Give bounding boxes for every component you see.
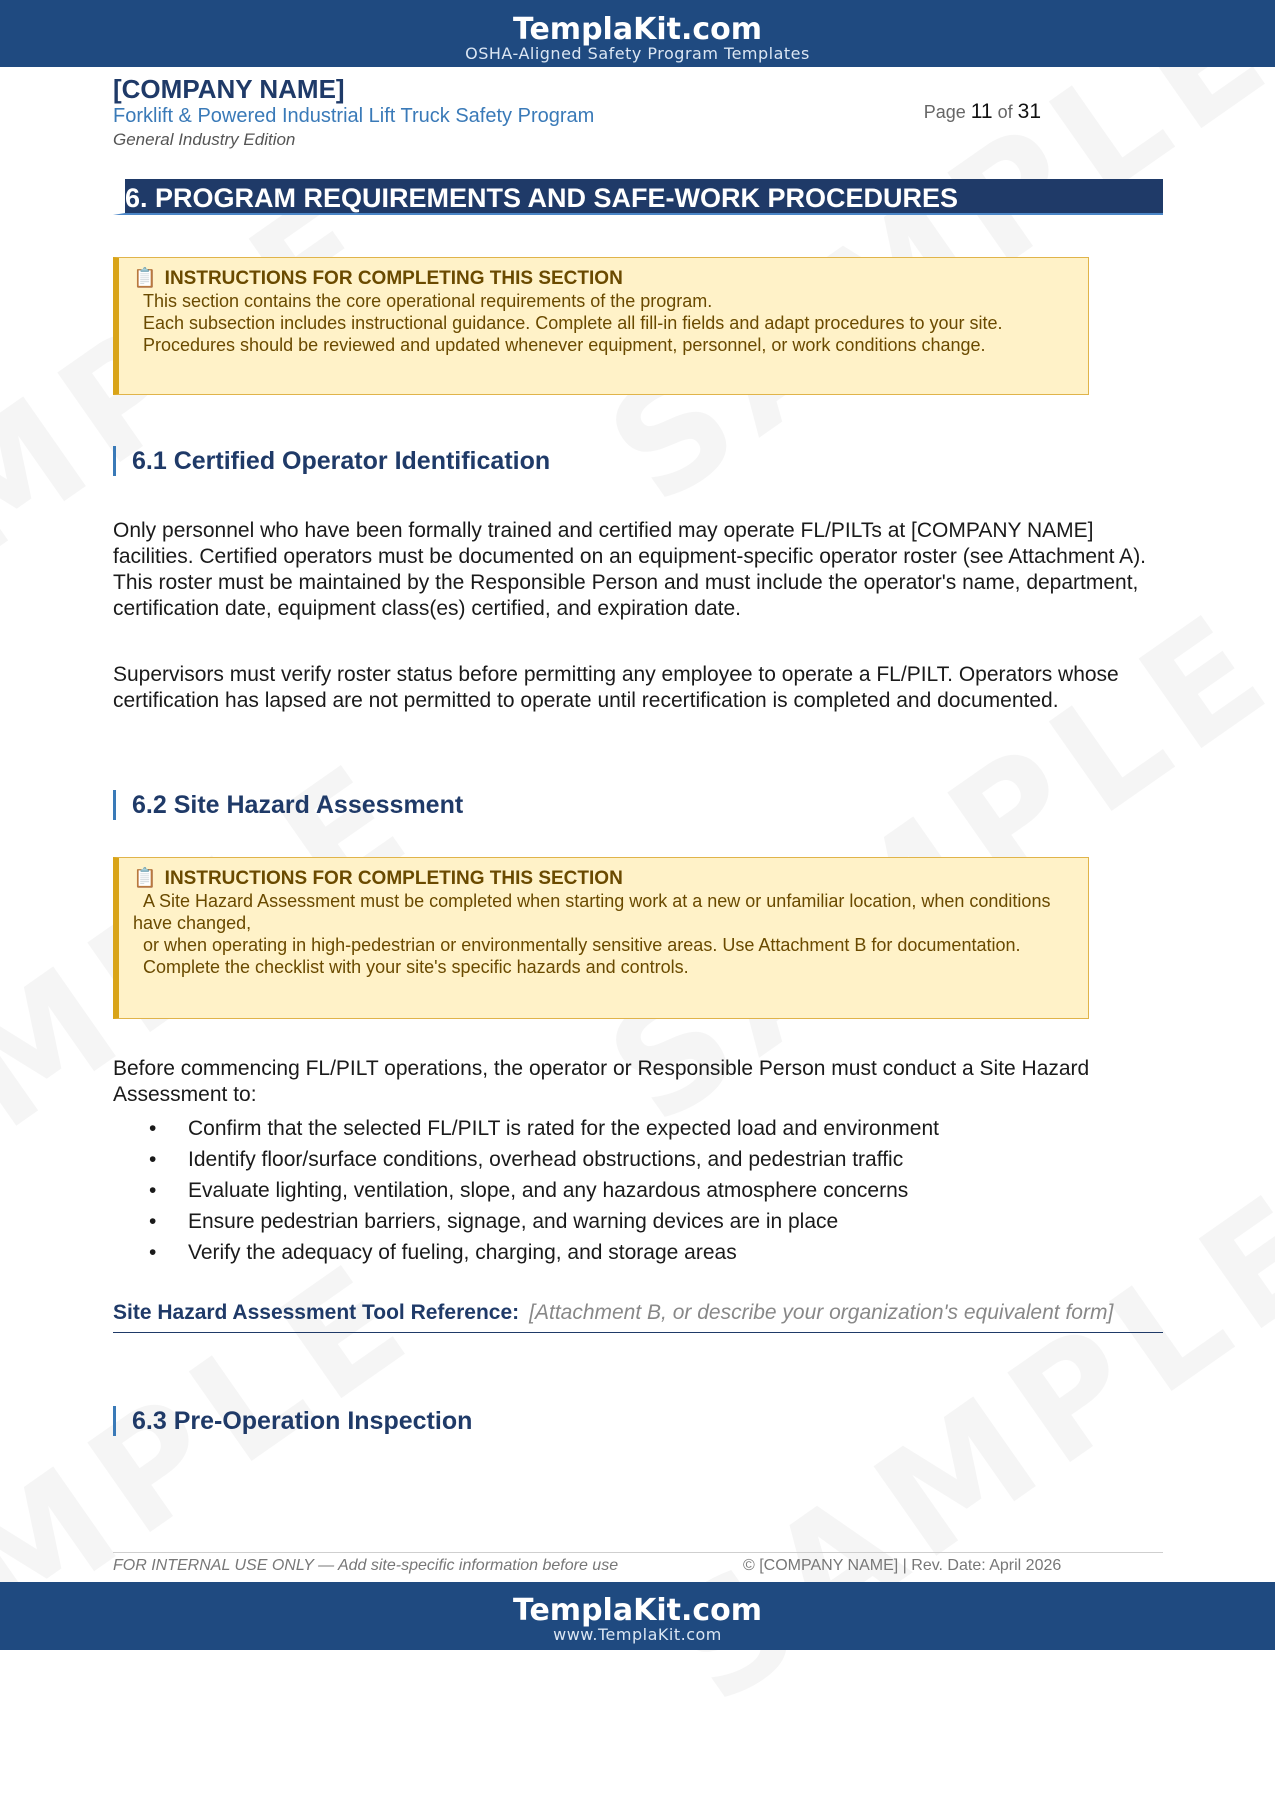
instructions-line: A Site Hazard Assessment must be completed when starting work at a new or unfamiliar location, when conditions have changed,	[133, 891, 1051, 933]
subsection-heading-6-2: 6.2 Site Hazard Assessment	[113, 790, 463, 820]
footer-divider	[113, 1552, 1163, 1553]
section-heading: 6. PROGRAM REQUIREMENTS AND SAFE-WORK PROCEDURES	[113, 179, 1163, 215]
program-title: Forklift & Powered Industrial Lift Truck Safety Program	[113, 105, 595, 127]
instructions-line: or when operating in high-pedestrian or environmentally sensitive areas. Use Attachment B for documentation.	[143, 935, 1021, 955]
footer-copyright: © [COMPANY NAME] | Rev. Date: April 2026	[743, 1557, 1062, 1574]
bullet-glyph: •	[149, 1241, 157, 1264]
instructions-box	[113, 257, 1089, 395]
list-item-text: Verify the adequacy of fueling, charging, and storage areas	[188, 1241, 737, 1264]
bottom-banner	[0, 1582, 1275, 1650]
subsection-heading-6-1: 6.1 Certified Operator Identification	[113, 446, 550, 476]
list-item-text: Evaluate lighting, ventilation, slope, and any hazardous atmosphere concerns	[188, 1179, 909, 1202]
instructions-title-text: INSTRUCTIONS FOR COMPLETING THIS SECTION	[164, 268, 623, 289]
bullet-glyph: •	[149, 1117, 157, 1140]
page-indicator	[924, 100, 1041, 124]
paragraph: Before commencing FL/PILT operations, the operator or Responsible Person must conduct a Site Hazard Assessment to:	[113, 1057, 1090, 1106]
brand-url[interactable]: www.TemplaKit.com	[553, 1625, 722, 1644]
instructions-line: Complete the checklist with your site's specific hazards and controls.	[143, 957, 689, 977]
list-item	[149, 1206, 939, 1237]
instructions-box	[113, 857, 1089, 1019]
top-banner	[0, 0, 1275, 67]
list-item-text: Identify floor/surface conditions, overhead obstructions, and pedestrian traffic	[188, 1148, 904, 1171]
clipboard-icon: 📋	[133, 868, 157, 889]
list-item	[149, 1113, 939, 1144]
brand-tagline: OSHA-Aligned Safety Program Templates	[465, 44, 810, 63]
page-of: of	[997, 102, 1013, 122]
brand-logo-text: TemplaKit.com	[512, 1593, 762, 1628]
list-item-text: Ensure pedestrian barriers, signage, and warning devices are in place	[188, 1210, 839, 1233]
company-name: [COMPANY NAME]	[113, 74, 345, 104]
instructions-title-text: INSTRUCTIONS FOR COMPLETING THIS SECTION	[164, 868, 623, 889]
instructions-line: Procedures should be reviewed and updated whenever equipment, personnel, or work conditions change.	[143, 335, 986, 355]
page-label: Page	[923, 102, 966, 122]
bullet-list	[149, 1113, 939, 1268]
clipboard-icon: 📋	[133, 268, 157, 289]
tool-reference-placeholder: [Attachment B, or describe your organization's equivalent form]	[529, 1301, 1114, 1324]
subsection-heading-6-3: 6.3 Pre-Operation Inspection	[113, 1406, 472, 1436]
instructions-title	[133, 268, 1074, 290]
paragraph: Supervisors must verify roster status before permitting any employee to operate a FL/PILT. Operators whose certification has lapsed are not permitted to operate until recertification is completed and documented.	[113, 663, 1119, 712]
instructions-line: This section contains the core operational requirements of the program.	[143, 291, 713, 311]
page-total: 31	[1017, 100, 1041, 123]
instructions-title	[133, 868, 1074, 890]
tool-reference-label: Site Hazard Assessment Tool Reference:	[113, 1301, 520, 1324]
bullet-glyph: •	[149, 1148, 157, 1171]
page-current: 11	[970, 100, 993, 123]
list-item	[149, 1144, 939, 1175]
list-item-text: Confirm that the selected FL/PILT is rated for the expected load and environment	[188, 1117, 939, 1140]
bullet-glyph: •	[149, 1210, 157, 1233]
paragraph: Only personnel who have been formally trained and certified may operate FL/PILTs at [COMPANY NAME] facilities. Certified operators must be documented on an equipment-specific operator roster (see Attachment A). This roster must be maintained by the Responsible Person and must include the operator's name, department, certification date, equipment class(es) certified, and expiration date.	[113, 519, 1147, 620]
list-item	[149, 1237, 939, 1268]
edition-label: General Industry Edition	[113, 130, 296, 149]
tool-reference-field[interactable]	[113, 1300, 1163, 1333]
bullet-glyph: •	[149, 1179, 157, 1202]
list-item	[149, 1175, 939, 1206]
footer-note: FOR INTERNAL USE ONLY — Add site-specific information before use	[113, 1557, 619, 1574]
brand-logo-text: TemplaKit.com	[512, 12, 762, 47]
instructions-line: Each subsection includes instructional guidance. Complete all fill-in fields and adapt procedures to your site.	[143, 313, 1003, 333]
